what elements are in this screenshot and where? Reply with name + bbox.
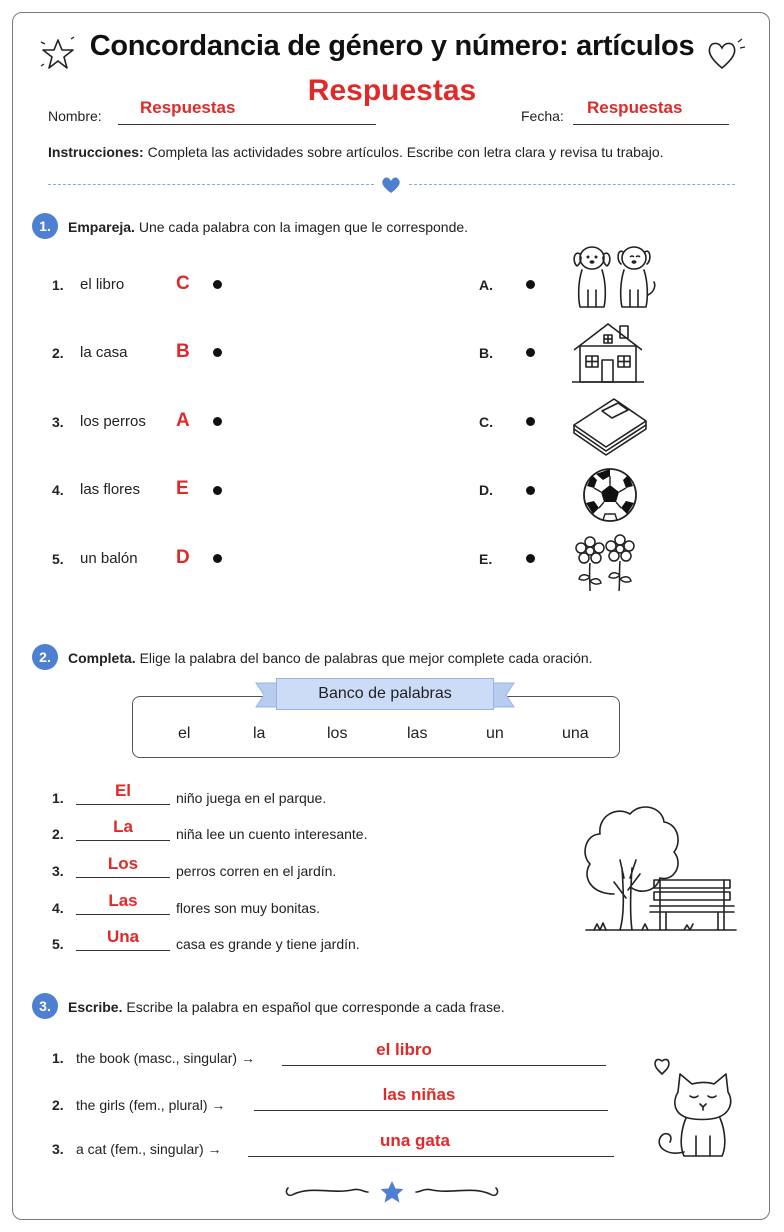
fill-blank[interactable]: Las (76, 896, 170, 915)
bank-word: los (327, 725, 348, 742)
date-label: Fecha: (521, 108, 564, 124)
write-prompt: a cat (fem., singular) → (76, 1141, 222, 1157)
dogs-icon (568, 240, 660, 310)
bank-word: las (407, 725, 428, 742)
fill-item-number: 2. (52, 826, 64, 842)
footer-ornament (282, 1178, 502, 1206)
match-dot-right[interactable] (526, 554, 535, 563)
divider-right (409, 184, 735, 185)
option-letter: B. (479, 345, 493, 361)
section-3-heading: Escribe. Escribe la palabra en español que corresponde a cada frase. (68, 999, 505, 1015)
word-bank-title: Banco de palabras (276, 678, 494, 710)
fill-item-number: 1. (52, 790, 64, 806)
book-icon (570, 395, 650, 457)
park-tree-bench-icon (580, 798, 740, 934)
match-item-number: 4. (52, 482, 64, 498)
match-dot-right[interactable] (526, 348, 535, 357)
fill-sentence: niño juega en el parque. (176, 790, 327, 806)
instructions (48, 144, 748, 160)
fill-item-number: 5. (52, 936, 64, 952)
heart-divider-icon (381, 176, 401, 194)
write-prompt: the book (masc., singular) → (76, 1050, 255, 1066)
match-answer: B (176, 341, 190, 362)
match-item-word: el libro (80, 276, 125, 293)
match-dot-left[interactable] (213, 348, 222, 357)
page-title: Concordancia de género y número: artículos (89, 30, 695, 62)
fill-sentence: perros corren en el jardín. (176, 863, 337, 879)
match-answer: D (176, 547, 190, 568)
match-dot-right[interactable] (526, 486, 535, 495)
match-item-number: 2. (52, 345, 64, 361)
match-item-word: la casa (80, 344, 128, 361)
date-field[interactable] (573, 98, 729, 125)
write-answer-line[interactable]: una gata (248, 1136, 614, 1157)
fill-blank[interactable]: Los (76, 859, 170, 878)
match-item-number: 1. (52, 277, 64, 293)
match-dot-right[interactable] (526, 280, 535, 289)
match-dot-left[interactable] (213, 417, 222, 426)
fill-item-number: 3. (52, 863, 64, 879)
section-2-badge: 2. (32, 644, 58, 670)
date-value: Respuestas (587, 98, 683, 117)
section-1-badge: 1. (32, 213, 58, 239)
bank-word: un (486, 725, 504, 742)
write-item-number: 2. (52, 1097, 64, 1113)
option-letter: D. (479, 482, 493, 498)
match-item-number: 5. (52, 551, 64, 567)
match-answer: E (176, 478, 189, 499)
name-value: Respuestas (140, 98, 236, 117)
bank-word: la (253, 725, 266, 742)
match-dot-left[interactable] (213, 554, 222, 563)
name-field[interactable] (118, 98, 376, 125)
match-item-word: las flores (80, 481, 141, 498)
bank-word: el (178, 725, 191, 742)
match-item-number: 3. (52, 414, 64, 430)
section-3-badge: 3. (32, 993, 58, 1019)
match-item-word: un balón (80, 550, 138, 567)
write-item-number: 3. (52, 1141, 64, 1157)
match-dot-left[interactable] (213, 486, 222, 495)
name-label: Nombre: (48, 108, 102, 124)
fill-blank[interactable]: La (76, 822, 170, 841)
match-answer: A (176, 410, 190, 431)
flowers-icon (572, 533, 638, 593)
bank-word: una (562, 725, 589, 742)
cat-icon (646, 1052, 738, 1160)
fill-blank[interactable]: El (76, 786, 170, 805)
write-answer-line[interactable]: el libro (282, 1045, 606, 1066)
divider-left (48, 184, 374, 185)
fill-blank[interactable]: Una (76, 932, 170, 951)
fill-sentence: flores son muy bonitas. (176, 900, 320, 916)
instructions-label: Instrucciones: (48, 144, 144, 160)
match-dot-left[interactable] (213, 280, 222, 289)
instructions-text: Completa las actividades sobre artículos. Escribe con letra clara y revisa tu trabajo. (147, 144, 664, 160)
fill-item-number: 4. (52, 900, 64, 916)
write-item-number: 1. (52, 1050, 64, 1066)
write-prompt: the girls (fem., plural) → (76, 1097, 226, 1113)
match-dot-right[interactable] (526, 417, 535, 426)
option-letter: A. (479, 277, 493, 293)
option-letter: C. (479, 414, 493, 430)
house-icon (570, 320, 646, 384)
fill-sentence: niña lee un cuento interesante. (176, 826, 368, 842)
section-1-heading: Empareja. Une cada palabra con la imagen que le corresponde. (68, 219, 469, 235)
write-answer-line[interactable]: las niñas (254, 1090, 608, 1111)
fill-sentence: casa es grande y tiene jardín. (176, 936, 360, 952)
match-item-word: los perros (80, 413, 146, 430)
option-letter: E. (479, 551, 493, 567)
soccer-ball-icon (581, 466, 639, 524)
answer-key-label: Respuestas (307, 74, 477, 107)
match-answer: C (176, 273, 190, 294)
section-2-heading: Completa. Elige la palabra del banco de palabras que mejor complete cada oración. (68, 650, 593, 666)
